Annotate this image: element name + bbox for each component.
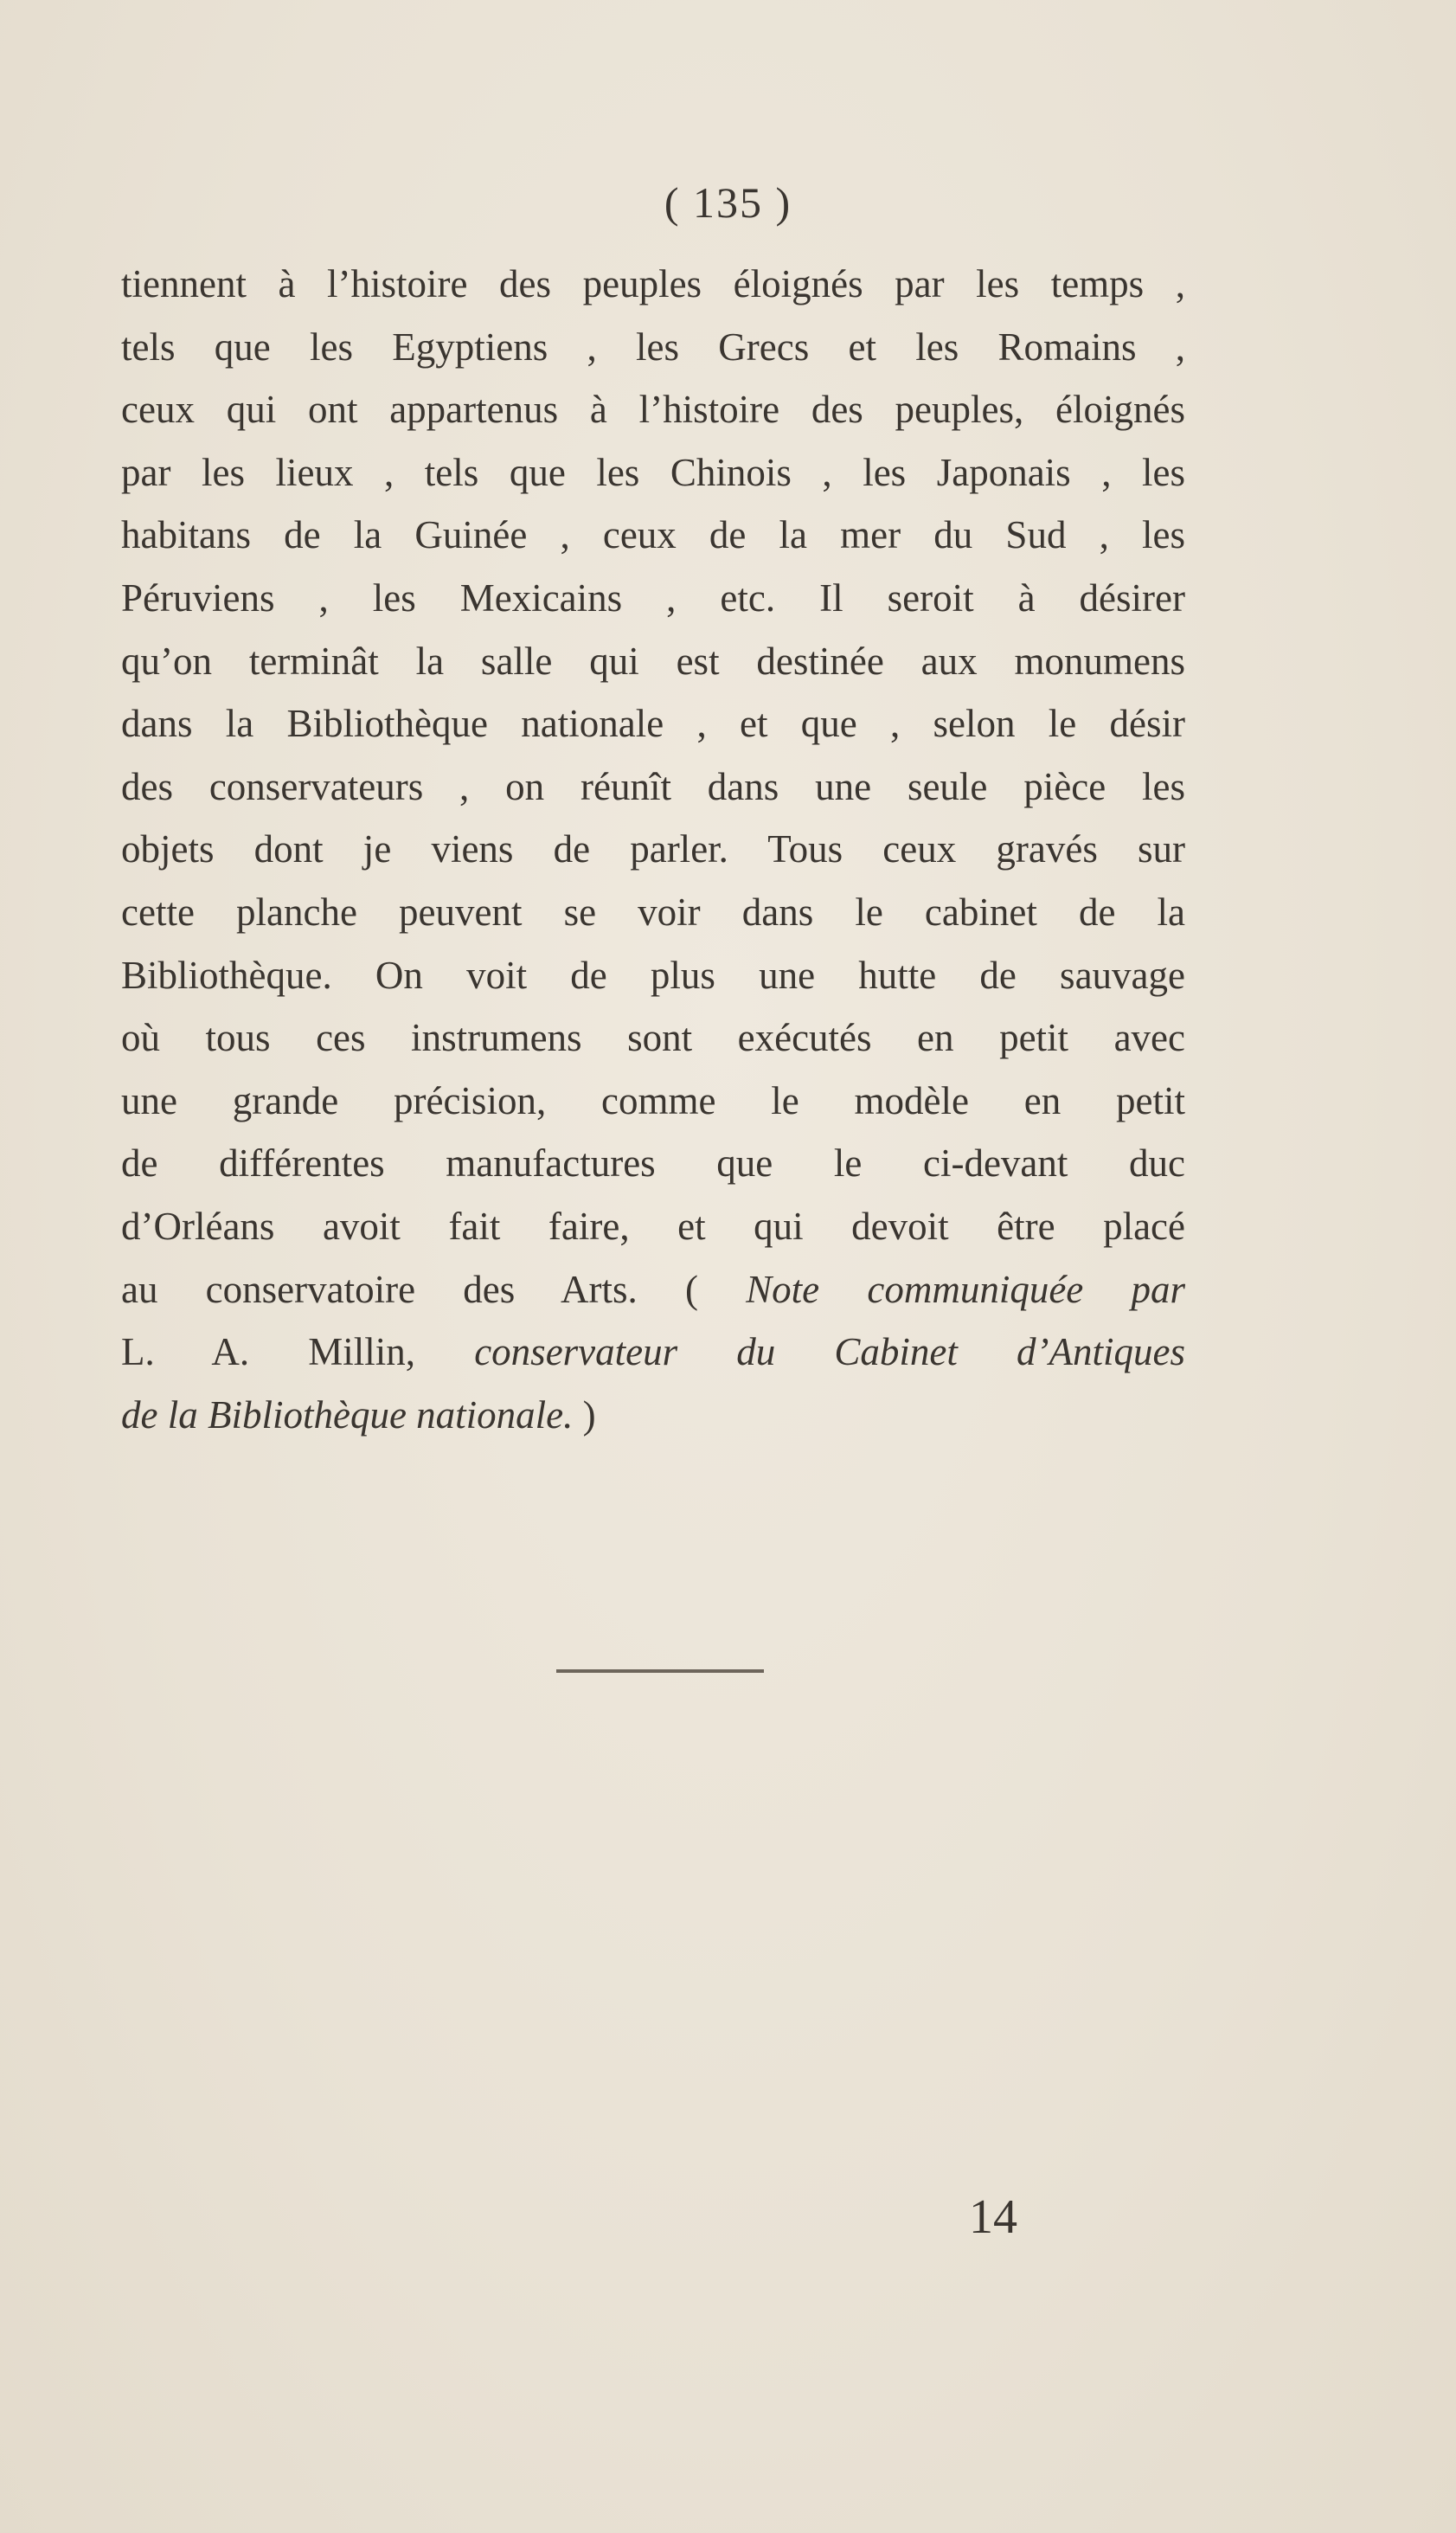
text-line-5: habitans de la Guinée , ceux de la mer du Sud , les bbox=[121, 513, 1185, 557]
signature-mark: 14 bbox=[969, 2190, 1017, 2244]
page-number: ( 135 ) bbox=[664, 178, 792, 227]
text-line-8: dans la Bibliothèque nationale , et que , selon le désir bbox=[121, 702, 1185, 746]
text-line-16: d’Orléans avoit fait faire, et qui devoit être placé bbox=[121, 1204, 1185, 1248]
text-line-6: Péruviens , les Mexicains , etc. Il seroit à désirer bbox=[121, 575, 1185, 620]
text-line-4: par les lieux , tels que les Chinois , les Japonais , les bbox=[121, 450, 1185, 494]
text-line-14: une grande précision, comme le modèle en petit bbox=[121, 1078, 1185, 1122]
text-line-1: tiennent à l’histoire des peuples éloignés par les temps , bbox=[121, 262, 1185, 305]
text-line-19-italic: de la Bibliothèque nationale. bbox=[121, 1392, 574, 1437]
text-line-3: ceux qui ont appartenus à l’histoire des peuples, éloignés bbox=[121, 388, 1185, 432]
text-line-12: Bibliothèque. On voit de plus une hutte de sauvage bbox=[121, 953, 1185, 997]
text-line-17 bbox=[121, 1258, 1185, 1321]
text-line-13: où tous ces instrumens sont exécutés en petit avec bbox=[121, 1016, 1185, 1060]
text-line-9: des conservateurs , on réunît dans une seule pièce les bbox=[121, 764, 1185, 808]
text-line-7: qu’on terminât la salle qui est destinée aux monumens bbox=[121, 639, 1185, 683]
text-line-18-roman: L. A. Millin, bbox=[121, 1330, 475, 1374]
text-line-10: objets dont je viens de parler. Tous ceux gravés sur bbox=[121, 827, 1185, 871]
body-text bbox=[121, 253, 1185, 1446]
section-divider bbox=[556, 1669, 764, 1673]
text-line-2: tels que les Egyptiens , les Grecs et les Romains , bbox=[121, 325, 1185, 369]
text-line-19 bbox=[121, 1384, 1185, 1447]
text-line-18-italic: conservateur du Cabinet d’Antiques bbox=[474, 1330, 1185, 1374]
text-line-19-roman: ) bbox=[573, 1392, 596, 1437]
text-line-17-roman: au conservatoire des Arts. ( bbox=[121, 1267, 747, 1311]
text-line-11: cette planche peuvent se voir dans le cabinet de la bbox=[121, 890, 1185, 934]
text-line-17-italic: Note communiquée par bbox=[746, 1267, 1185, 1311]
text-line-18 bbox=[121, 1321, 1185, 1384]
text-line-15: de différentes manufactures que le ci-devant duc bbox=[121, 1141, 1185, 1186]
